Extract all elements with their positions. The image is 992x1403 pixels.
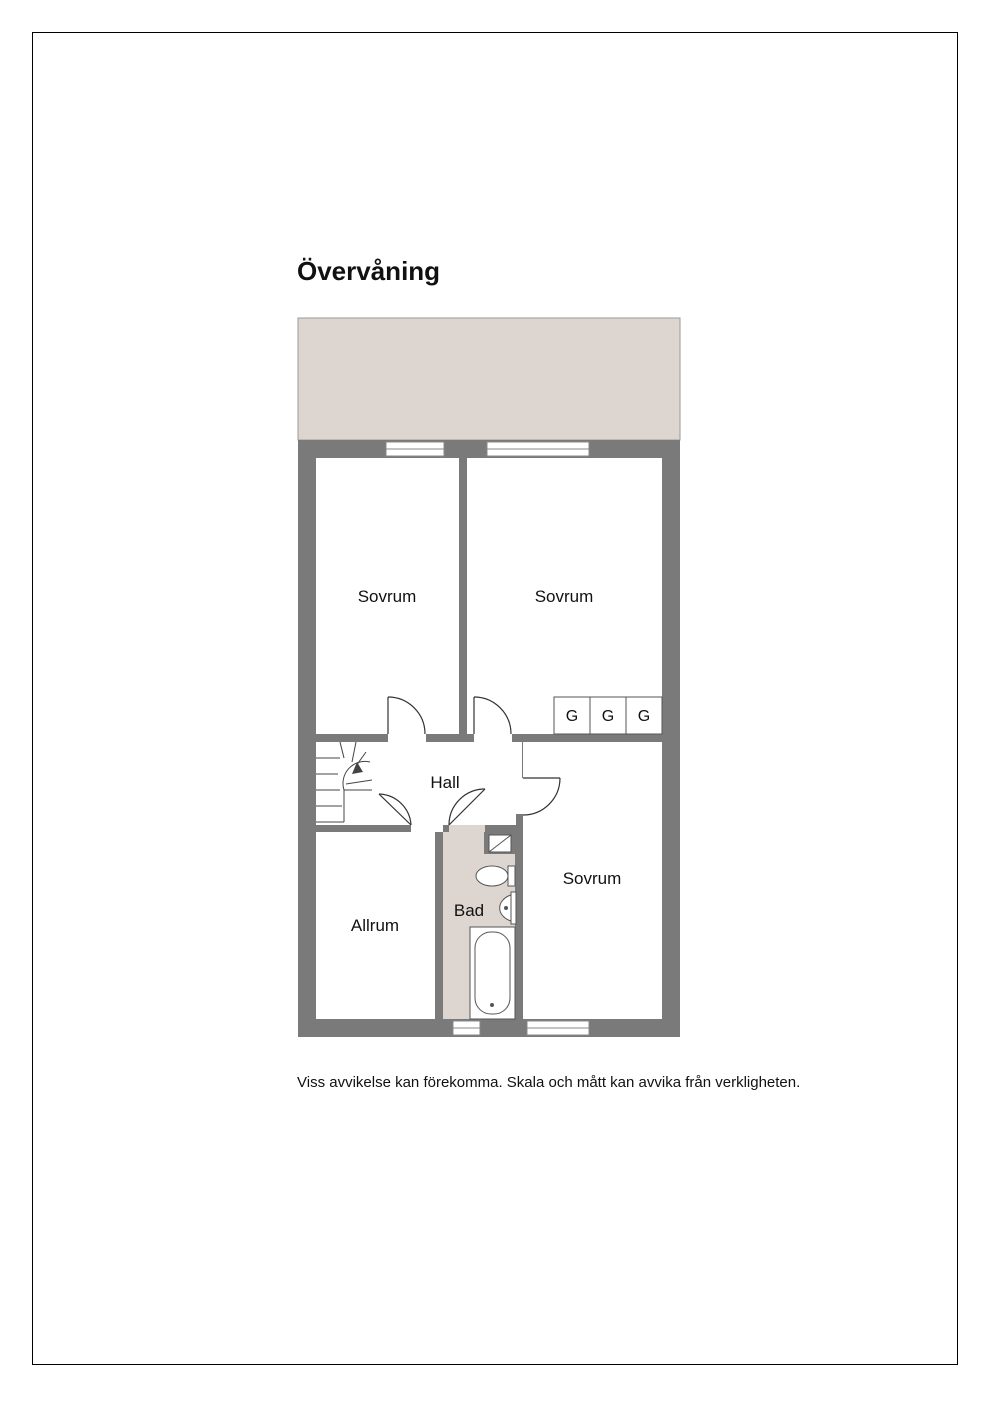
wardrobes (554, 697, 662, 734)
label-sovrum-1: Sovrum (357, 587, 417, 606)
wardrobe-label: G (637, 708, 651, 725)
window-bottom-sovrum (527, 1021, 589, 1035)
label-allrum: Allrum (350, 916, 400, 935)
label-bad: Bad (453, 901, 485, 920)
window-top-right (487, 442, 589, 456)
wardrobe-label: G (565, 708, 579, 725)
label-sovrum-3: Sovrum (562, 869, 622, 888)
wardrobe-label: G (601, 708, 615, 725)
disclaimer-text: Viss avvikelse kan förekomma. Skala och mått kan avvika från verkligheten. (297, 1074, 801, 1091)
window-top-left (386, 442, 444, 456)
label-hall: Hall (430, 773, 460, 792)
balcony-area (298, 318, 680, 440)
label-sovrum-2: Sovrum (534, 587, 594, 606)
bathtub (470, 927, 515, 1019)
toilet (476, 866, 515, 886)
floor-title: Övervåning (297, 256, 441, 286)
window-bottom-bath (453, 1021, 480, 1035)
